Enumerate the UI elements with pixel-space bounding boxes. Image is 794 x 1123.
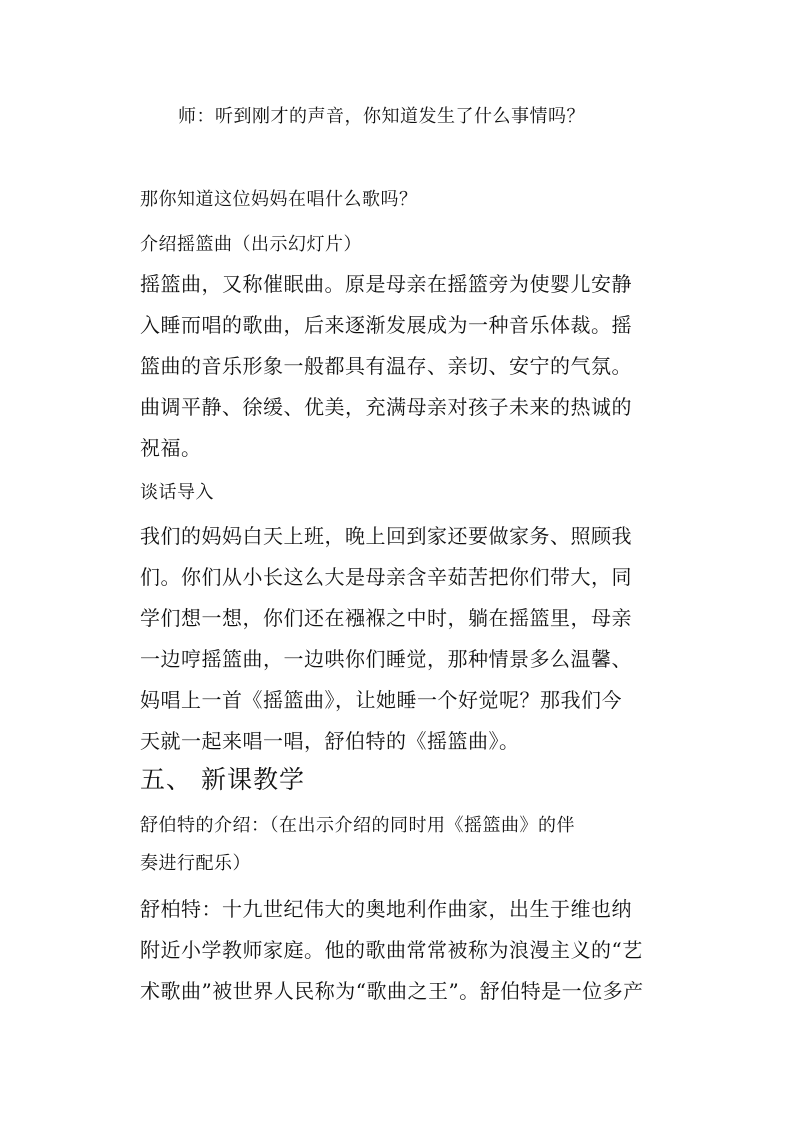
schubert-intro-line: 舒伯特的介绍：（在出示介绍的同时用《摇篮曲》的伴 — [140, 815, 575, 836]
song-question-line: 那你知道这位妈妈在唱什么歌吗？ — [140, 189, 418, 210]
intro-lullaby-label: 介绍摇篮曲（出示幻灯片） — [140, 234, 362, 255]
lullaby-paragraph-line: 曲调平静、徐缓、优美，充满母亲对孩子未来的热诚的 — [140, 395, 632, 419]
talk-paragraph-line: 一边哼摇篮曲，一边哄你们睡觉，那种情景多么温馨、 — [140, 647, 632, 671]
talk-paragraph-line: 妈唱上一首《摇篮曲》，让她睡一个好觉呢？那我们今 — [140, 688, 622, 712]
schubert-bio-line: 术歌曲”被世界人民称为“歌曲之王”。舒伯特是一位多产 — [140, 979, 644, 1003]
lullaby-paragraph-line: 篮曲的音乐形象一般都具有温存、亲切、安宁的气氛。 — [140, 354, 632, 378]
teacher-question-line: 师：听到刚才的声音，你知道发生了什么事情吗？ — [178, 106, 585, 127]
schubert-intro-line: 奏进行配乐） — [140, 853, 251, 874]
talk-paragraph-line: 们。你们从小长这么大是母亲含辛茹苦把你们带大，同 — [140, 565, 632, 589]
talk-paragraph-line: 天就一起来唱一唱，舒伯特的《摇篮曲》。 — [140, 729, 520, 753]
lullaby-paragraph-line: 祝福。 — [140, 436, 202, 460]
schubert-bio-line: 附近小学教师家庭。他的歌曲常常被称为浪漫主义的“艺 — [140, 938, 643, 962]
lullaby-paragraph-line: 入睡而唱的歌曲，后来逐渐发展成为一种音乐体裁。摇 — [140, 313, 632, 337]
section-heading: 五、 新课教学 — [140, 765, 305, 794]
schubert-bio-line: 舒柏特：十九世纪伟大的奥地利作曲家，出生于维也纳 — [140, 897, 632, 921]
talk-paragraph-line: 我们的妈妈白天上班，晚上回到家还要做家务、照顾我 — [140, 524, 632, 548]
lullaby-paragraph-line: 摇篮曲，又称催眠曲。原是母亲在摇篮旁为使婴儿安静 — [140, 272, 632, 296]
talk-paragraph-line: 学们想一想，你们还在襁褓之中时，躺在摇篮里，母亲 — [140, 606, 632, 630]
talk-intro-label: 谈话导入 — [140, 482, 214, 503]
